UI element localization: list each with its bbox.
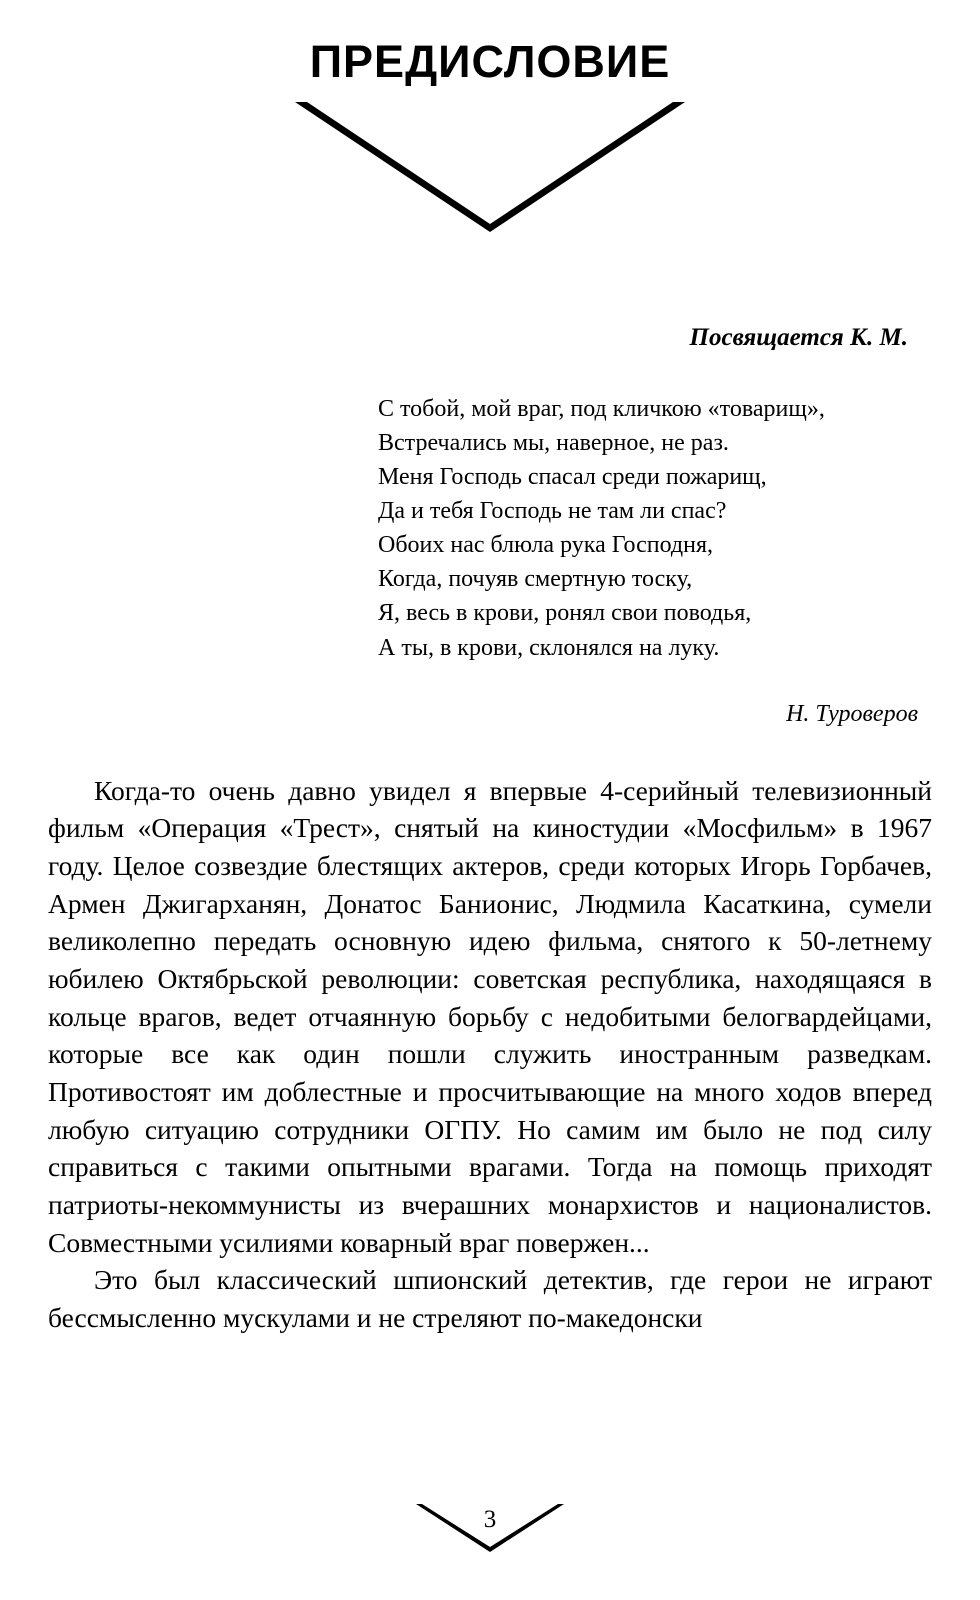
epigraph-author: Н. Туроверов (786, 700, 918, 727)
triangle-ornament (0, 102, 980, 232)
epigraph-line: Встречались мы, наверное, не раз. (378, 430, 729, 457)
page-footer (0, 1504, 980, 1552)
epigraph-line: Я, весь в крови, ронял свои поводья, (378, 600, 752, 627)
epigraph-line: А ты, в крови, склонялся на луку. (378, 634, 720, 661)
epigraph-line: Когда, почуяв смертную тоску, (378, 566, 693, 593)
page-number: 3 (483, 1506, 497, 1533)
epigraph-line: Обоих нас блюла рука Господня, (378, 532, 713, 559)
dedication-text: Посвящается К. М. (689, 324, 908, 351)
footer-triangle-icon (416, 1504, 564, 1552)
body-text (48, 772, 932, 1337)
triangle-outline-icon (295, 102, 685, 232)
body-paragraph: Это был классический шпионский детектив, где герои не играют бессмысленно мускулами и не стреляют по-македонски (48, 1264, 932, 1334)
page-title: ПРЕДИСЛОВИЕ (309, 36, 671, 87)
epigraph-line: Да и тебя Господь не там ли спас? (378, 498, 727, 525)
epigraph-block (0, 392, 980, 665)
body-paragraph: Когда-то очень давно увидел я впервые 4-серийный телевизионный фильм «Операция «Трест», снятый на киностудии «Мосфильм» в 1967 году. Целое созвездие блестящих актеров, среди которых Игорь Горбачев, Армен Джигарханян, Донатос Банионис, Людмила Касаткина, сумели великолепно передать основную идею фильма, снятого к 50-летнему юбилею Октябрьской революции: советская республика, находящаяся в кольце врагов, ведет отчаянную борьбу с недобитыми белогвардейцами, которые все как один пошли служить иностранным разведкам. Противостоят им доблестные и просчитывающие на много ходов вперед любую ситуацию сотрудники ОГПУ. Но самим им было не под силу справиться с такими опытными врагами. Тогда на помощь приходят патриоты-некоммунисты из вчерашних монархистов и националистов. Совместными усилиями коварный враг повержен... (48, 774, 932, 1258)
epigraph-line: С тобой, мой враг, под кличкою «товарищ», (378, 396, 825, 422)
epigraph-line: Меня Господь спасал среди пожарищ, (378, 464, 767, 491)
